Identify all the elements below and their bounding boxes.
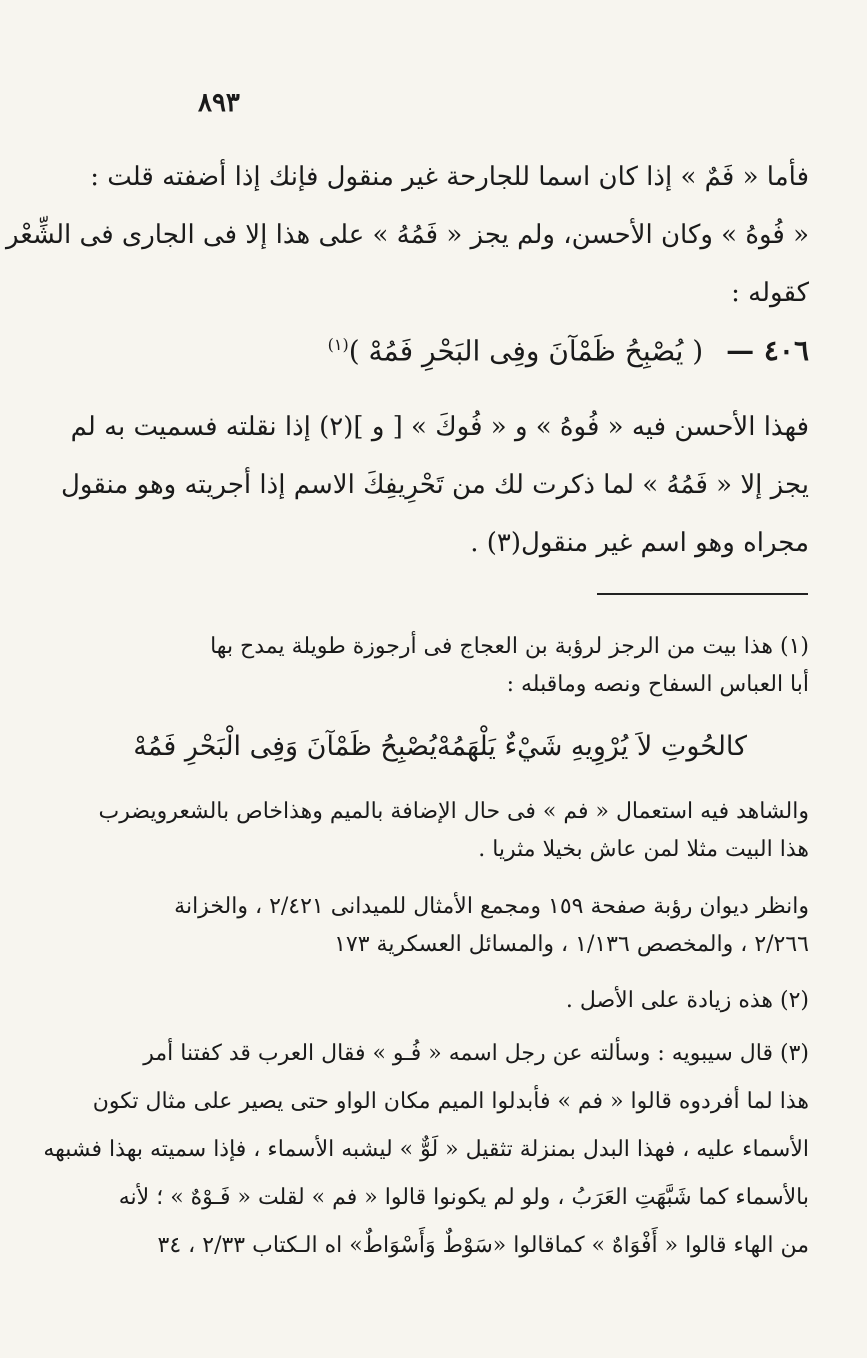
verse-text: ( يُصْبِحُ ظَمْآنَ وفِى البَحْرِ فَمُهْ ) [348, 334, 704, 368]
footnote-2 [300, 982, 809, 1020]
footnote-line: الأسماء عليه ، فهذا البدل بمنزلة تثقيل « لَوٌّ » ليشبه الأسماء ، فإذا سميته بهذا فشبهه [43, 1137, 809, 1162]
footnote-line: وانظر ديوان رؤبة صفحة ١٥٩ ومجمع الأمثال للميدانى ٢/٤٢١ ، والخزانة [174, 894, 809, 919]
verse-hemistich-left: يُصْبِحُ ظَمْآنَ وَفِى الْبَحْرِ فَمُهْ [133, 731, 437, 762]
footnote-line: بالأسماء كما شَبَّهَتِ العَرَبُ ، ولو لم يكونوا قالوا « فم » لقلت « فَـوْهٌ » ؛ لأنه [118, 1185, 809, 1210]
footnote-line: (٣) قال سيبويه : وسألته عن رجل اسمه « فُـو » فقال العرب قد كفتنا أمر [143, 1041, 809, 1066]
paragraph-2 [61, 398, 809, 572]
footnote-1-references [150, 888, 809, 964]
paragraph-line: فأما « فَمٌ » إذا كان اسما للجارحة غير منقول فإنك إذا أضفته قلت : [90, 162, 809, 192]
footnote-line: ٢/٢٦٦ ، والمخصص ١/١٣٦ ، والمسائل العسكرية ١٧٣ [334, 932, 809, 957]
footnote-1 [132, 628, 809, 704]
footnote-verse [133, 722, 747, 772]
paragraph-line: « فُوهُ » وكان الأحسن، ولم يجز « فَمُهُ » على هذا إلا فى الجارى فى الشِّعْر [6, 220, 809, 250]
footnote-3 [43, 1030, 809, 1270]
footnote-line: هذا لما أفردوه قالوا « فم » فأبدلوا الميم مكان الواو حتى يصير على مثال تكون [92, 1089, 809, 1114]
footnote-divider [597, 593, 808, 595]
verse-number: ٤٠٦ — [726, 334, 809, 368]
quoted-verse [250, 320, 809, 376]
footnote-line: من الهاء قالوا « أَفْوَاهٌ » كماقالوا «سَوْطٌ وَأَسْوَاطٌ» اه الـكتاب ٢/٣٣ ، ٣٤ [157, 1233, 809, 1258]
paragraph-line: كقوله : [731, 278, 809, 308]
footnote-line: (١) هذا بيت من الرجز لرؤبة بن العجاج فى أرجوزة طويلة يمدح بها [210, 634, 809, 659]
footnote-line: هذا البيت مثلا لمن عاش بخيلا مثريا . [478, 837, 809, 862]
page-number: ٨٩٣ [198, 88, 240, 118]
paragraph-line: مجراه وهو اسم غير منقول(٣) . [470, 528, 809, 558]
paragraph-line: فهذا الأحسن فيه « فُوهُ » و « فُوكَ » [ و ](٢) إذا نقلته فسميت به لم [70, 412, 809, 442]
footnote-marker: (١) [327, 335, 349, 354]
paragraph-line: يجز إلا « فَمُهُ » لما ذكرت لك من تَحْرِيفِكَ الاسم إذا أجريته وهو منقول [61, 470, 809, 500]
footnote-1-continuation [98, 793, 809, 869]
footnote-line: (٢) هذه زيادة على الأصل . [565, 988, 809, 1013]
paragraph-1 [6, 148, 809, 322]
footnote-line: أبا العباس السفاح ونصه وماقبله : [506, 672, 809, 697]
verse-hemistich-right: كالحُوتِ لاَ يُرْوِيهِ شَيْءٌ يَلْهَمُهْ [436, 731, 747, 762]
footnote-line: والشاهد فيه استعمال « فم » فى حال الإضافة بالميم وهذاخاص بالشعرويضرب [98, 799, 809, 824]
